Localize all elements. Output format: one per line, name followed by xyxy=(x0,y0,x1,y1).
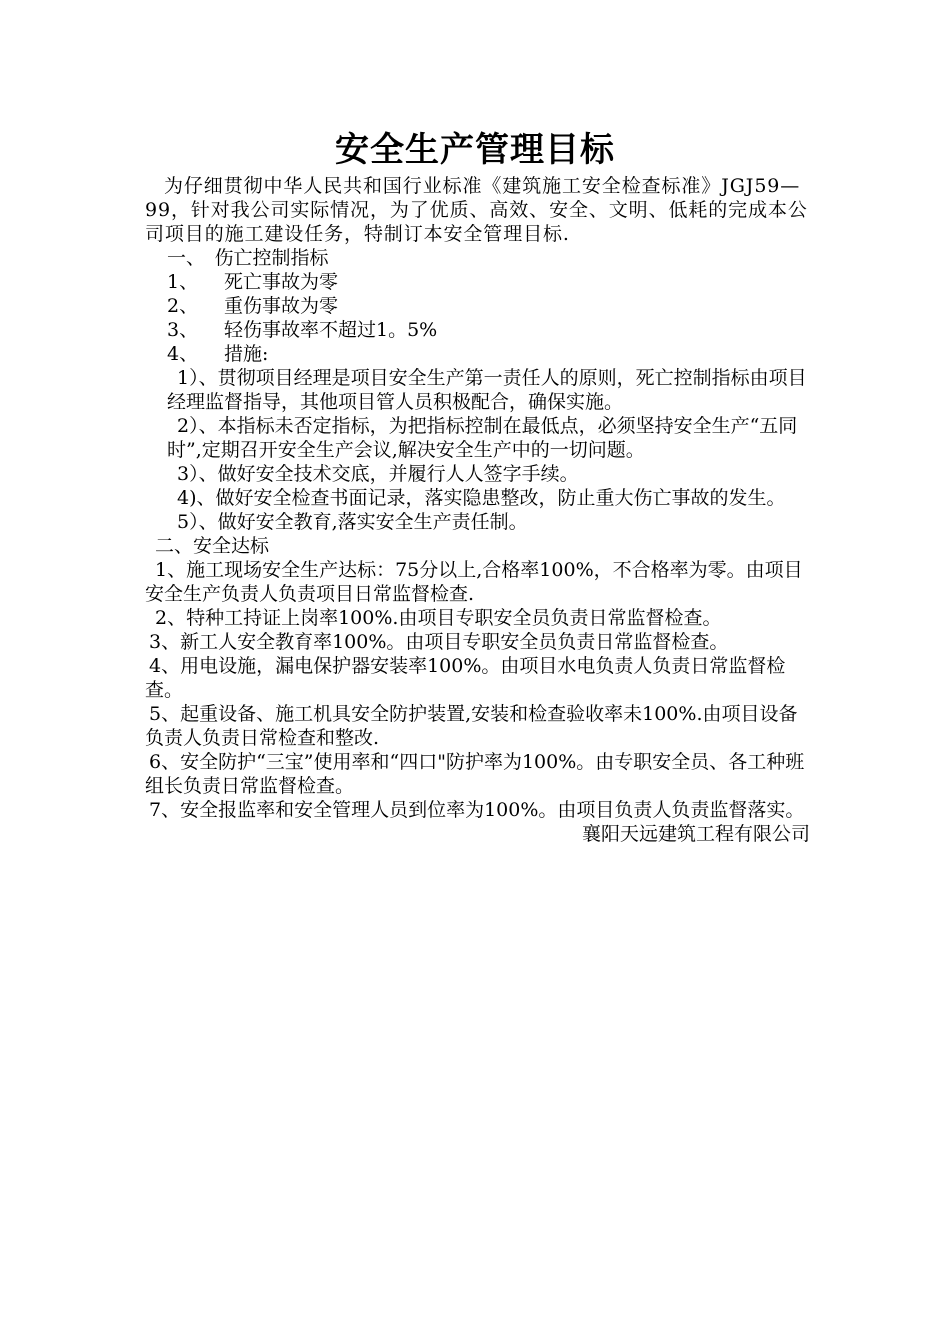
section2-item: 2、特种工持证上岗率100%.由项目专职安全员负责日常监督检查。 xyxy=(155,607,722,629)
section1-item xyxy=(145,342,810,366)
item-number: 1、 xyxy=(167,271,199,293)
section2-heading: 二、安全达标 xyxy=(155,535,270,557)
document-title: 安全生产管理目标 xyxy=(335,130,615,170)
measure-paragraph: 1）、贯彻项目经理是项目安全生产第一责任人的原则，死亡控制指标由项目经理监督指导，其他项目管人员积极配合，确保实施。 xyxy=(167,367,807,413)
document-body xyxy=(145,174,810,846)
section2-item: 7、安全报监率和安全管理人员到位率为100%。由项目负责人负责监督落实。 xyxy=(149,799,805,821)
intro-paragraph: 为仔细贯彻中华人民共和国行业标准《建筑施工安全检查标准》JGJ59—99，针对我公司实际情况，为了优质、高效、安全、文明、低耗的完成本公司项目的施工建设任务，特制订本安全管理目标. xyxy=(145,175,808,245)
item-text: 轻伤事故率不超过1。5% xyxy=(224,319,438,341)
measure-paragraph: 5）、做好安全教育,落实安全生产责任制。 xyxy=(177,511,528,533)
item-number: 4、 xyxy=(167,343,199,365)
section1-item xyxy=(145,270,810,294)
measure-paragraph: 3）、做好安全技术交底，并履行人人签字手续。 xyxy=(177,463,579,485)
measure-paragraph: 2）、本指标未否定指标，为把指标控制在最低点，必须坚持安全生产“五同时”,定期召开安全生产会议,解决安全生产中的一切问题。 xyxy=(167,415,798,461)
section1-item xyxy=(145,294,810,318)
item-number: 2、 xyxy=(167,295,199,317)
company-signature: 襄阳天远建筑工程有限公司 xyxy=(581,823,810,845)
section2-item: 1、施工现场安全生产达标：75分以上,合格率100%，不合格率为零。由项目安全生产负责人负责项目日常监督检查. xyxy=(145,559,803,605)
item-text: 死亡事故为零 xyxy=(224,271,339,293)
section1-heading: 一、 伤亡控制指标 xyxy=(167,247,329,269)
item-number: 3、 xyxy=(167,319,199,341)
section2-item: 5、起重设备、施工机具安全防护装置,安装和检查验收率未100%.由项目设备负责人负责日常检查和整改. xyxy=(145,703,798,749)
item-text: 重伤事故为零 xyxy=(224,295,339,317)
section2-item: 4、用电设施，漏电保护器安装率100%。由项目水电负责人负责日常监督检查。 xyxy=(145,655,786,701)
section1-item xyxy=(145,318,810,342)
measure-paragraph: 4)、做好安全检查书面记录，落实隐患整改，防止重大伤亡事故的发生。 xyxy=(177,487,786,509)
item-text: 措施: xyxy=(224,343,269,365)
section2-item: 3、新工人安全教育率100%。由项目专职安全员负责日常监督检查。 xyxy=(149,631,729,653)
section2-item: 6、安全防护“三宝”使用率和“四口"防护率为100%。由专职安全员、各工种班组长负责日常监督检查。 xyxy=(145,751,805,797)
